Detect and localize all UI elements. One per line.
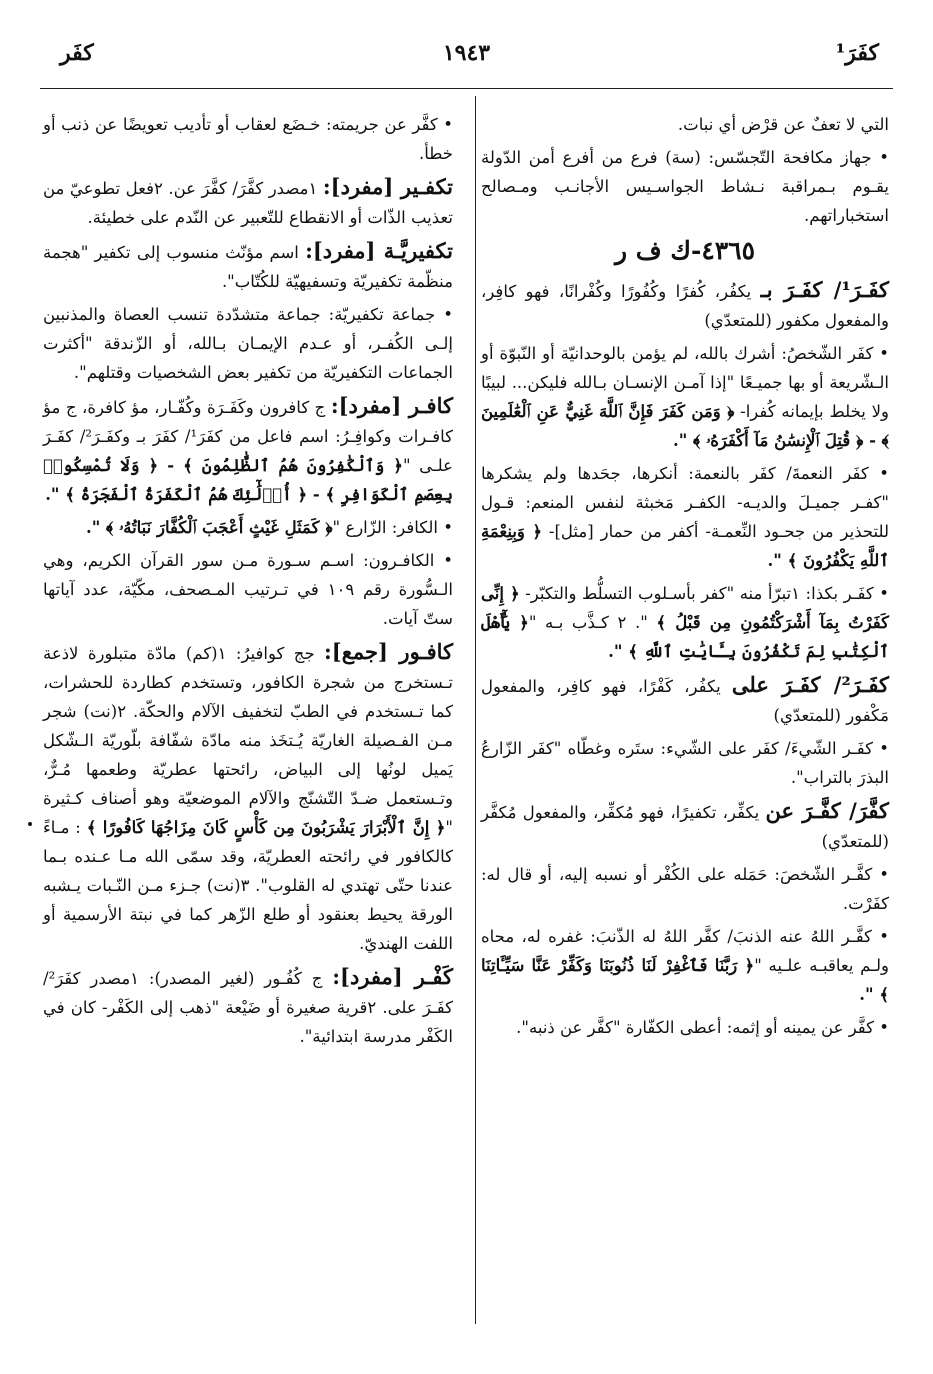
header-guide-word-right: كفَرَ¹ xyxy=(835,40,879,66)
quran-quote: ﴿ وَٱلْكَٰفِرُونَ هُمُ ٱلظَّٰلِمُونَ ﴾ - ﴿ وَلَا تُمْسِكُوا۟ بِعِصَمِ ٱلْكَوَافِرِ ﴾ - ﴿ أُو۟لَٰٓئِكَ هُمُ ٱلْكَفَرَةُ ٱلْفَجَرَةُ ﴾ ". xyxy=(43,456,453,504)
left-entry-5 xyxy=(43,513,453,542)
entry-headword: كفَـرَ²/ كفَـرَ على xyxy=(731,672,890,697)
entry-text: ج كُفُـور (لغير المصدر): ١مصدر كفَرَ²/ كفَـرَ على. ٢قرية صغيرة أو ضَيْعة "ذهب إلى الكَفْر- كان في الكَفْر مدرسة ابتدائية". xyxy=(43,969,454,1046)
right-entry-7 xyxy=(481,670,889,730)
header-guide-word-left: كفَر xyxy=(60,40,94,66)
entry-headword: كَفْـر [مفرد]: xyxy=(332,964,454,989)
entry-text: يكفُر، كُفرًا وكُفُورًا وكُفْرانًا، فهو كافِر، والمفعول مكفور (للمتعدّي) xyxy=(481,282,889,330)
entry-text: • كفَـر الشّيءَ/ كفَر على الشّيء: ستَره وغطّاه "كفَر الزّارعُ البذرَ بالتراب". xyxy=(481,739,889,787)
entry-text: • كفَر النعمةَ/ كفَر بالنعمة: أنكرها، جحَدها ولم يشكرها "كفـر جميـلَ والديـه- الكفـر مَخبثة لنفس المنعم: قـول للتحذير من جحـود النِّعمـة- أكفر من حمار [مثل]- xyxy=(481,464,889,541)
entry-headword: كفَّرَ/ كفَّـرَ عن xyxy=(765,798,889,823)
entry-headword: كفَـرَ¹/ كفَـرَ بـ xyxy=(760,277,890,302)
left-entry-2 xyxy=(43,236,453,296)
entry-text: • الكافر: الزّارع " xyxy=(332,518,453,537)
right-entry-4 xyxy=(481,339,889,455)
quran-quote: ﴿ رَبَّنَا فَٱغْفِرْ لَنَا ذُنُوبَنَا وَكَفِّرْ عَنَّا سَيِّـَٔاتِنَا ﴾ ". xyxy=(481,956,889,1004)
entry-headword: كافـر [مفرد]: xyxy=(330,393,453,418)
entry-text: التي لا تعفٌ عن قرْض أي نبات. xyxy=(677,115,889,134)
left-entry-6 xyxy=(43,546,453,633)
entry-text: اسم مؤنّث منسوب إلى تكفير "هجمة منظّمة تكفيريّة وتسفيهيّة للكُتّاب". xyxy=(43,243,453,291)
left-entry-3 xyxy=(43,300,453,387)
left-entry-8 xyxy=(43,962,453,1051)
right-entry-0 xyxy=(481,110,889,139)
right-column xyxy=(481,110,889,1046)
entry-headword: تكفـير [مفرد]: xyxy=(322,174,454,199)
header-rule xyxy=(40,88,893,89)
entry-text: • كفَّـر الشّخصَ: حَمَله على الكُفْر أو نسبه إليه، أو قال له: كفَرْت. xyxy=(481,865,889,913)
right-entry-5 xyxy=(481,459,889,575)
quran-quote: ﴿ يَٰٓأَهْلَ ٱلْكِتَٰبِ لِمَ تَكْفُرُونَ بِـَٔايَٰتِ ٱللَّهِ ﴾ ". xyxy=(481,613,889,661)
column-divider xyxy=(475,96,476,1324)
entry-text: • كفَـر بكذا: ١تبرّأ منه "كفر بأسـلوب التسلُّط والتكبّر- xyxy=(519,584,889,603)
left-column xyxy=(43,110,453,1055)
quran-quote: ﴿ كَمَثَلِ غَيْثٍ أَعْجَبَ ٱلْكُفَّارَ نَبَاتُهُۥ ﴾ ". xyxy=(85,518,333,537)
entry-text: • الكافـرون: اسـم سـورة مـن سور القرآن الكريم، وهي الـسُّورة رقم ١٠٩ في تـرتيب المـصحف، مكّيّة، عدد آياتها ستّ آيات. xyxy=(43,551,453,628)
right-entry-11 xyxy=(481,922,889,1009)
entry-text: • كفَّـر اللهُ عنه الذنبَ/ كفَّر اللهُ له الذّنبَ: غفره له، محاه ولـم يعاقبـه علـيه " xyxy=(481,927,889,975)
left-entry-4 xyxy=(43,391,453,509)
quran-quote: ﴿ وَبِنِعْمَةِ ٱللَّهِ يَكْفُرُونَ ﴾ ". xyxy=(481,522,889,570)
entry-text: ج كافرون وكَفَـرَة وكُفّـار، مؤ كافرة، ج مؤ كافـرات وكوافِـرُ: اسم فاعل من كفَرَ¹/ كفَرَ بـ وكفَـرَ²/ كفَـرَ علـى " xyxy=(43,398,453,475)
entry-text: • كفَّر عن جريمته: خـضَع لعقاب أو تأديب تعويضًا عن ذنب أو خطأ. xyxy=(43,115,453,163)
entry-text: • كفَر الشّخصُ: أشرك بالله، لم يؤمن بالوحدانيّة أو النّبوّة أو الـشّريعة أو بها جميـعًا "إذا آمـن الإنسـان بـالله فليكن... لبيبًا ولا يخلط بإيمانه كُفرا- xyxy=(481,344,889,421)
right-entry-8 xyxy=(481,734,889,792)
margin-mark xyxy=(28,822,32,826)
entry-text: يكفِّر، تكفيرًا، فهو مُكفِّر، والمفعول مُكفَّر (للمتعدّي) xyxy=(481,803,889,851)
entry-text: ". ٢ كـذَّب بـه " xyxy=(528,613,657,632)
right-entry-10 xyxy=(481,860,889,918)
entry-text: • جماعة تكفيريّة: جماعة متشدّدة تنسب العصاة والمذنبين إلـى الكُفـر، أو عـدم الإيمـان بـالله، أو الزّندقة "أكثرت الجماعات التكفيريّة من تكفير بعض الشخصيات وقتلهم". xyxy=(43,305,453,382)
left-entry-0 xyxy=(43,110,453,168)
entry-text: يكفُر، كَفْرًا، فهو كافِر، والمفعول مَكْفور (للمتعدّي) xyxy=(481,677,889,725)
right-entry-3 xyxy=(481,275,889,335)
entry-text: ١مصدر كفَّرَ/ كفَّرَ عن. ٢فعل تطوعيّ من تعذيب الذّات أو الانقطاع للتّعبير عن النّدم على خطيئة. xyxy=(43,179,453,227)
page-header xyxy=(40,40,893,80)
right-entry-6 xyxy=(481,579,889,666)
quran-quote: ﴿ وَمَن كَفَرَ فَإِنَّ ٱللَّهَ غَنِيٌّ عَنِ ٱلْعَٰلَمِينَ ﴾ - ﴿ قُتِلَ ٱلْإِنسَٰنُ مَآ أَكْفَرَهُۥ ﴾ ". xyxy=(481,402,889,450)
page-number: ١٩٤٣ xyxy=(442,40,491,66)
right-entry-12 xyxy=(481,1013,889,1042)
entry-text: : مـاءً كالكافور في رائحته العطريّة، وقد سمّى الله مـا عـنده بـما عندنا حتّى تهتدي له القلوب". ٣(نت) جـزء مـن النّـبات يـشبه الورقة يحيط بعنقود أو طلع الزّهر كما في نبتة الأرسمية أو اللفت الهنديّ. xyxy=(43,818,454,953)
right-entry-9 xyxy=(481,796,889,856)
right-entry-1 xyxy=(481,143,889,230)
root-heading: ٤٣٦٥-ك ف ر xyxy=(614,236,756,265)
entry-text: • كفَّر عن يمينه أو إثمه: أعطى الكفّارة "كفَّر عن ذنبه". xyxy=(516,1018,889,1037)
entry-text: • جهاز مكافحة التّجسّس: (سة) فرع من أفرع أمن الدّولة يقـوم بـمراقبة نـشاط الجواسـيس الأجانـب ومـصالح استخباراتهم. xyxy=(481,148,889,225)
quran-quote: ﴿ إِنِّى كَفَرْتُ بِمَآ أَشْرَكْتُمُونِ مِن قَبْلُ ﴾ xyxy=(481,584,890,632)
entry-headword: تكفيريَّـة [مفرد]: xyxy=(305,238,453,263)
entry-headword: كافـور [جمع]: xyxy=(324,639,454,664)
quran-quote: ﴿ إِنَّ ٱلْأَبْرَارَ يَشْرَبُونَ مِن كَأْسٍ كَانَ مِزَاجُهَا كَافُورًا ﴾ xyxy=(86,818,446,837)
left-entry-1 xyxy=(43,172,453,232)
entry-text: جج كوافيرُ: ١(كم) مادّة متبلورة لاذعة تـستخرج من شجرة الكافور، وتستخدم كطاردة للحشرات، كما تـستخدم في الطبّ لتخفيف الآلام والحكّة. ٢(نت) شجر مـن الفـصيلة الغاريّة يُـتخَذ منه مادّة شفّافة بلّوريّة الـشّكل يَميل لونُها إلى البياض، رائحتها عطريّة وطعمها مُـرٌّ، وتـستعمل ضـدّ التّشنّج والآلام الموضعيّة وهو أصناف كـثيرة " xyxy=(43,644,453,837)
left-entry-7 xyxy=(43,637,453,958)
